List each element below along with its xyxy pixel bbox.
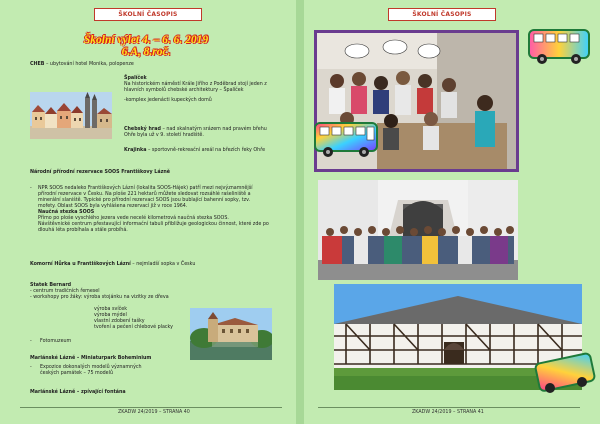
spalicek-text-3: -komplex jedenácti kupeckých domů (124, 98, 212, 103)
miniaturpark-line-2: českých památek – 75 modelů (40, 371, 113, 376)
stezka-title: Naučná stezka SOOS (38, 210, 95, 215)
section-tag: ŠKOLNÍ ČASOPIS (388, 8, 496, 21)
spalicek-text-1: Na historickém náměstí Krále Jiřího z Poděbrad stojí jeden z (124, 82, 267, 87)
fontana-title: Mariánské Lázně – zpívající fontána (30, 390, 126, 395)
cheb-label: CHEB (30, 62, 45, 67)
hrad-text-1: – nad skalnatým srázem nad pravém břehu (160, 127, 267, 132)
statek-block (30, 283, 200, 301)
soos-title: Národní přírodní rezervace SOOS Františkovy Lázně (30, 170, 171, 175)
hrad-label: Chebský hrad (124, 127, 161, 132)
spalicek-block (124, 76, 294, 104)
footer-rule (318, 407, 580, 408)
page-right (304, 0, 600, 424)
stezka-line-1: Přímo po ploše vyschlého jezera vede necelé kilometrová naučná stezka SOOS. (38, 216, 229, 221)
soos-line-4: mofety. Oblast SOOS byla vyhlášena rezervací již v roce 1964. (38, 204, 188, 209)
miniaturpark-text (40, 365, 200, 377)
cheb-square-photo (30, 92, 112, 139)
miniaturpark-title: Mariánské Lázně – Miniaturpark Boheminium (30, 356, 152, 361)
spine-gutter (296, 0, 304, 424)
stezka-line-2: Návštěvnické centrum přestavující informační tabuli přibližuje geologickou činnost, které zde po (38, 222, 269, 227)
group-photo (318, 180, 518, 280)
komorni-line (30, 262, 286, 268)
workshop-item: vlastní zdobení tašky (94, 319, 145, 324)
statek-title: Statek Bernard (30, 283, 72, 288)
page-left (0, 0, 296, 424)
cheb-text: – ubytování hotel Monika, polopenze (44, 62, 134, 67)
bus-sticker (526, 24, 594, 70)
headline-line-2: 6.A, 8.roč. (121, 46, 171, 58)
castle-photo (190, 308, 272, 360)
soos-line-3: minerální slaniště. Typické pro přírodní rezervaci SOOS jsou bublající bahenní sopky, tzv. (38, 198, 251, 203)
page-footer: ZKADW 24/2019 – STRANA 40 (118, 410, 190, 415)
stezka-line-3: dlouhá léta probíhala a stále probíhá. (38, 228, 128, 233)
statek-line-2: - workshopy pro žáky: výroba stojánku na vizitky ze dřeva (30, 295, 169, 300)
miniaturpark-bullet: - (30, 365, 32, 370)
soos-line-2: přírodní rezervace v Česku. Na ploše 221 hektarů můžete sledovat rozsáhlé rašeliniště a (38, 192, 251, 197)
workshop-item: výroba mýdel (94, 313, 127, 318)
bus-sticker (534, 350, 598, 398)
spalicek-text-2: hlavních symbolů chebské architektury – Špalíček (124, 88, 244, 93)
bus-sticker (312, 118, 382, 162)
workshop-item: výroba svíček (94, 307, 128, 312)
article-headline (66, 34, 226, 58)
soos-paragraph (38, 186, 294, 234)
miniaturpark-line-1: Expozice dokonalých modelů významných (40, 365, 142, 370)
workshop-item: tvoření a pečení chlebové placky (94, 325, 173, 330)
page-footer: ZKADW 24/2019 – STRANA 41 (412, 410, 484, 415)
krajinka-text: – sportovně-rekreační areál na březích řeky Ohře (146, 148, 266, 153)
hrad-block (124, 127, 294, 139)
hrad-text-2: Ohře byla už v 9. století hradiště. (124, 133, 204, 138)
section-tag: ŠKOLNÍ ČASOPIS (94, 8, 202, 21)
fotomuzeum-label: Fotomuzeum (40, 339, 72, 344)
spalicek-title: Špalíček (124, 76, 147, 81)
komorni-label: Komorní Hůrka u Františkových Lázní (30, 262, 131, 267)
fotomuzeum-bullet: - (30, 339, 32, 344)
soos-bullet: - (30, 186, 32, 191)
komorni-text: – nejmladší sopka v Česku (130, 262, 196, 267)
krajinka-label: Krajinka (124, 148, 147, 153)
krajinka-line (124, 148, 294, 154)
soos-line-1: NPR SOOS nedaleko Františkových Lázní (lokalita SOOS-Hájek) patří mezi nejvýznamnější (38, 186, 253, 191)
statek-line-1: - centrum tradičních řemesel (30, 289, 100, 294)
footer-rule (20, 407, 282, 408)
headline-line-1: Školní výlet 4. – 6. 6. 2019 (83, 34, 209, 46)
cheb-line (30, 62, 270, 68)
